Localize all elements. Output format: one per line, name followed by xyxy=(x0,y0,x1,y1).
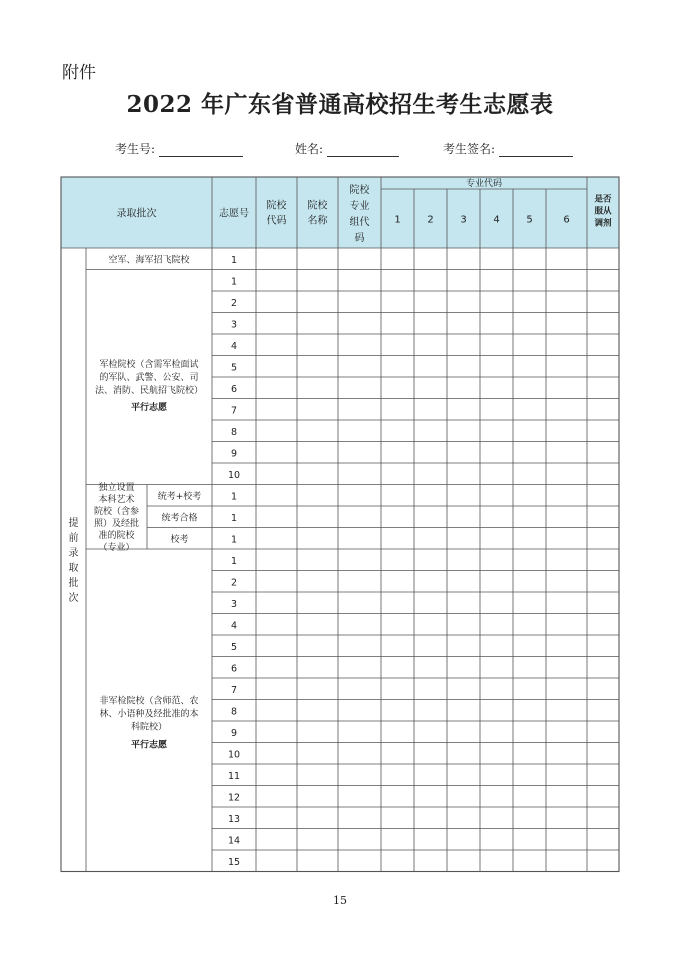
header-group-code: 码 xyxy=(354,233,365,244)
section-non-military: 林、小语种及经批准的本 xyxy=(99,709,199,720)
section-non-military-sub: 平行志愿 xyxy=(130,740,168,751)
header-school-code: 代码 xyxy=(266,215,287,227)
section-military: 的军队、武警、公安、司 xyxy=(99,373,199,384)
choice-number: 6 xyxy=(230,663,238,675)
choice-number: 1 xyxy=(230,276,238,288)
header-major-col: 4 xyxy=(493,214,500,226)
choice-number: 14 xyxy=(227,835,241,847)
header-group-code: 专业 xyxy=(349,201,370,212)
header-major-col: 1 xyxy=(394,214,401,226)
batch-vertical-label: 前 xyxy=(68,532,79,544)
header-school-name: 名称 xyxy=(307,215,328,227)
art-type: 统考+校考 xyxy=(157,491,202,502)
section-non-military: 科院校） xyxy=(130,722,168,733)
header-choice-no: 志愿号 xyxy=(219,208,249,220)
choice-number: 1 xyxy=(230,491,238,503)
section-military: 法、消防、民航招飞院校） xyxy=(94,386,204,397)
section-art: 独立设置 xyxy=(98,482,135,493)
choice-number: 8 xyxy=(230,426,238,438)
choice-number: 2 xyxy=(230,297,238,309)
section-art: 准的院校 xyxy=(98,530,135,541)
attachment-label: 附件 xyxy=(62,63,96,83)
batch-vertical-label: 录 xyxy=(68,547,79,559)
choice-number: 8 xyxy=(230,706,238,718)
choice-number: 1 xyxy=(230,512,238,524)
choice-number: 13 xyxy=(227,813,241,825)
header-obey-adjust: 调剂 xyxy=(594,218,612,229)
section-art: 照）及经批 xyxy=(93,518,140,529)
choice-number: 4 xyxy=(230,340,238,352)
section-art: （专业） xyxy=(98,542,135,553)
name-label: 姓名: xyxy=(295,142,324,156)
choice-number: 7 xyxy=(230,405,238,417)
choice-number: 10 xyxy=(227,749,241,761)
header-major-col: 3 xyxy=(460,214,467,226)
header-batch: 录取批次 xyxy=(116,208,157,220)
header-major-col: 2 xyxy=(427,214,434,226)
section-non-military: 非军检院校（含师范、农 xyxy=(99,696,199,707)
exam-number-label: 考生号: xyxy=(115,142,156,156)
header-obey-adjust: 是否 xyxy=(594,194,612,205)
choice-number: 3 xyxy=(230,319,238,331)
section-art: 本科艺术 xyxy=(98,494,135,505)
batch-vertical-label: 提 xyxy=(68,517,79,529)
art-type: 统考合格 xyxy=(161,513,198,524)
header-major-col: 5 xyxy=(526,214,533,226)
choice-number: 11 xyxy=(227,770,241,782)
header-major-col: 6 xyxy=(563,214,570,226)
table-border xyxy=(61,177,619,872)
choice-number: 3 xyxy=(230,598,238,610)
form-title: 2022 年广东省普通高校招生考生志愿表 xyxy=(126,91,554,118)
signature-label: 考生签名: xyxy=(443,142,496,156)
choice-number: 6 xyxy=(230,383,238,395)
header-major-code: 专业代码 xyxy=(465,179,503,189)
choice-number: 15 xyxy=(227,856,241,868)
batch-vertical-label: 批 xyxy=(68,577,79,589)
choice-number: 9 xyxy=(230,727,238,739)
header-group-code: 院校 xyxy=(349,185,370,196)
choice-number: 1 xyxy=(230,555,238,567)
choice-number: 9 xyxy=(230,448,238,460)
batch-vertical-label: 次 xyxy=(68,592,79,604)
choice-number: 5 xyxy=(230,641,238,653)
choice-number: 12 xyxy=(227,792,241,804)
choice-number: 1 xyxy=(230,534,238,546)
choice-number: 10 xyxy=(227,469,241,481)
page-number: 15 xyxy=(333,894,347,907)
choice-number: 5 xyxy=(230,362,238,374)
header-school-name: 院校 xyxy=(307,200,328,212)
section-air-navy: 空军、海军招飞院校 xyxy=(108,255,190,266)
choice-number: 7 xyxy=(230,684,238,696)
section-art: 院校（含参 xyxy=(93,506,140,517)
choice-number: 4 xyxy=(230,620,238,632)
section-military: 军检院校（含需军检面试 xyxy=(99,360,199,371)
header-school-code: 院校 xyxy=(266,200,287,212)
choice-number: 2 xyxy=(230,577,238,589)
art-type: 校考 xyxy=(170,534,189,545)
header-obey-adjust: 服从 xyxy=(594,206,612,217)
choice-number: 1 xyxy=(230,254,238,266)
batch-vertical-label: 取 xyxy=(68,562,79,574)
section-military-sub: 平行志愿 xyxy=(130,403,168,413)
header-group-code: 组代 xyxy=(349,217,370,228)
